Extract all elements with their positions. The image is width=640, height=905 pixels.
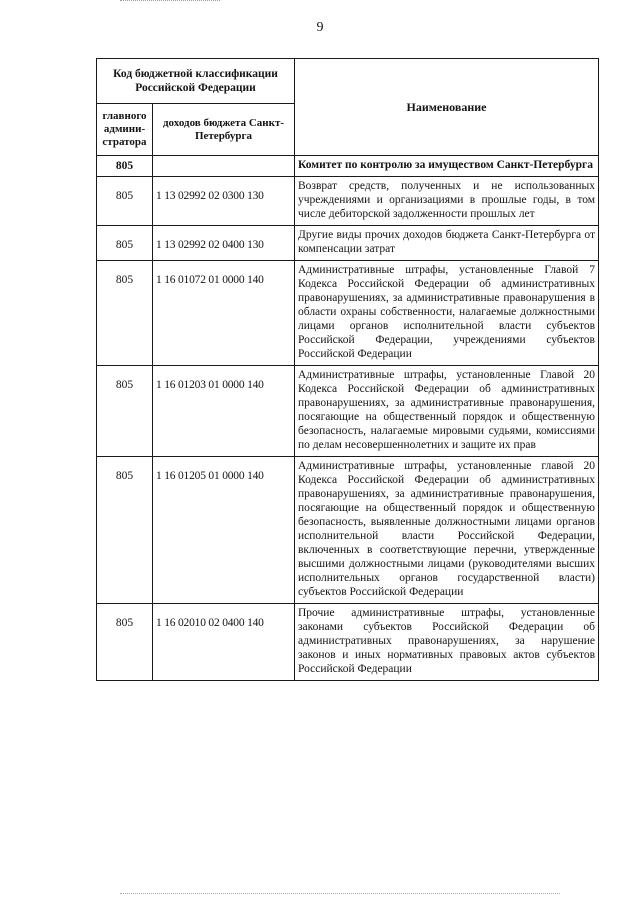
header-main-administrator: главного админи-стратора [97, 104, 153, 156]
cell-income-code: 1 13 02992 02 0300 130 [153, 177, 295, 226]
cell-admin-code: 805 [97, 457, 153, 604]
table-row [97, 366, 599, 457]
header-classification-code: Код бюджетной классификации Российской Федерации [97, 59, 295, 104]
table-row [97, 177, 599, 226]
cell-admin-code: 805 [97, 366, 153, 457]
cell-admin-code: 805 [97, 261, 153, 366]
cell-income-code [153, 156, 295, 177]
page-number: 9 [316, 20, 324, 35]
cell-admin-code: 805 [97, 156, 153, 177]
cell-name: Административные штрафы, установленные главой 20 Кодекса Российской Федерации об административных правонарушениях, за административные правонарушения, посягающие на общественный порядок и общественную безопасность, выявленные должностными лицами органов исполнительной власти Российской Федерации, включенных в соответствующие перечни, утвержденные высшими должностными лицами (руководителями высших исполнительных органов государственной власти) субъектов Российской Федерации [295, 457, 599, 604]
cell-name: Административные штрафы, установленные Главой 7 Кодекса Российской Федерации об административных правонарушениях, за административные правонарушения в области охраны собственности, налагаемые должностными лицами органов исполнительной власти субъектов Российской Федерации, учреждениями субъектов Российской Федерации [295, 261, 599, 366]
header-income-code: доходов бюджета Санкт-Петербурга [153, 104, 295, 156]
scan-artifact-top [120, 0, 220, 4]
cell-name: Возврат средств, полученных и не использованных учреждениями и организациями в прошлые годы, в том числе дебиторской задолженности прошлых лет [295, 177, 599, 226]
budget-classification-table [96, 58, 599, 681]
table-row [97, 457, 599, 604]
header-name: Наименование [295, 59, 599, 156]
table-header-row-group [97, 59, 599, 104]
cell-name: Административные штрафы, установленные Главой 20 Кодекса Российской Федерации об административных правонарушениях, за административные правонарушения, посягающие на общественный порядок и общественную безопасность, налагаемые мировыми судьями, комиссиями по делам несовершеннолетних и защите их прав [295, 366, 599, 457]
table-row [97, 261, 599, 366]
cell-admin-code: 805 [97, 226, 153, 261]
cell-income-code: 1 16 01205 01 0000 140 [153, 457, 295, 604]
cell-income-code: 1 13 02992 02 0400 130 [153, 226, 295, 261]
table-row [97, 226, 599, 261]
cell-name: Другие виды прочих доходов бюджета Санкт-Петербурга от компенсации затрат [295, 226, 599, 261]
cell-income-code: 1 16 01072 01 0000 140 [153, 261, 295, 366]
cell-name: Прочие административные штрафы, установленные законами субъектов Российской Федерации об административных правонарушениях, за нарушение законов и иных нормативных правовых актов субъектов Российской Федерации [295, 604, 599, 681]
cell-income-code: 1 16 02010 02 0400 140 [153, 604, 295, 681]
cell-income-code: 1 16 01203 01 0000 140 [153, 366, 295, 457]
cell-admin-code: 805 [97, 177, 153, 226]
table-row [97, 604, 599, 681]
table-body [97, 156, 599, 681]
scan-artifact-bottom [120, 893, 560, 897]
cell-name: Комитет по контролю за имуществом Санкт-Петербурга [295, 156, 599, 177]
table-row-agency [97, 156, 599, 177]
cell-admin-code: 805 [97, 604, 153, 681]
